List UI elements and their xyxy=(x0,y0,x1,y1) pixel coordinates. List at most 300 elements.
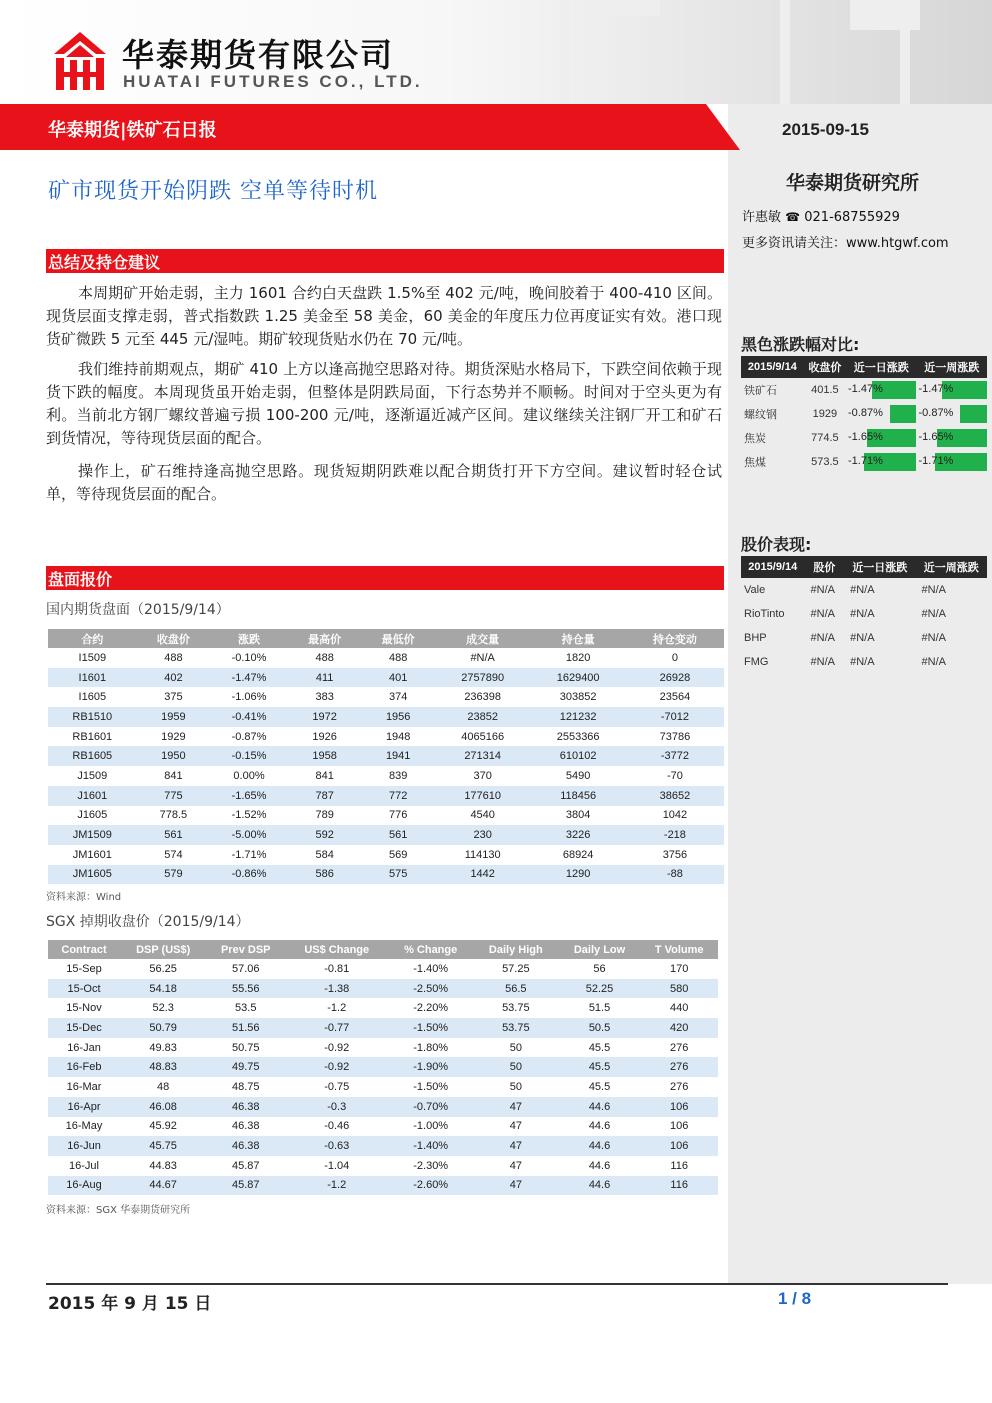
table-cell: -1.2 xyxy=(327,1002,347,1015)
change-label: -1.47% xyxy=(918,383,954,395)
change-cell xyxy=(916,426,987,450)
close-price: 774.5 xyxy=(811,432,839,444)
commodity-name: 焦煤 xyxy=(744,457,766,469)
table-cell: I1601 xyxy=(48,668,137,688)
table-cell: 45.5 xyxy=(588,1080,611,1093)
change-label: -0.87% xyxy=(848,407,883,419)
table-cell: 3804 xyxy=(565,809,591,822)
table-cell: 383 xyxy=(315,691,334,704)
table-header-row xyxy=(741,356,987,378)
table-cell: -70 xyxy=(666,769,683,782)
table-cell: 53.5 xyxy=(235,1002,257,1015)
table-cell: -1.40% xyxy=(388,1136,473,1156)
table-cell: 57.06 xyxy=(231,962,260,975)
table-cell: -1.06% xyxy=(231,691,267,704)
table-cell: 50 xyxy=(509,1080,522,1093)
column-header: Prev DSP xyxy=(206,940,285,959)
table-cell: 45.87 xyxy=(231,1159,260,1172)
table-cell: 52.25 xyxy=(559,979,641,999)
table-cell: I1509 xyxy=(78,651,107,664)
table-cell: 488 xyxy=(315,651,334,664)
change-bar-cell xyxy=(916,429,987,447)
table-row xyxy=(48,1117,718,1137)
table-cell: -1.90% xyxy=(388,1057,473,1077)
table-cell: #N/A xyxy=(810,584,836,596)
table-cell: 488 xyxy=(164,651,183,664)
table-cell: 44.6 xyxy=(588,1159,611,1172)
more-info-link[interactable]: 更多资讯请关注：www.htgwf.com xyxy=(742,236,949,251)
table-row xyxy=(48,825,724,845)
table-row xyxy=(48,1136,718,1156)
commodity-name: 铁矿石 xyxy=(744,385,777,397)
sidebar-panel xyxy=(728,104,992,1284)
table-row xyxy=(48,1097,718,1117)
column-header: 2015/9/14 xyxy=(741,356,804,378)
change-cell xyxy=(846,426,916,450)
table-cell: 44.67 xyxy=(120,1176,206,1196)
summary-paragraph: 操作上，矿石维持逢高抛空思路。现货短期阴跌难以配合期货打开下方空间。建议暂时轻仓试单，等待现货层面的配合。 xyxy=(46,462,722,503)
analyst-contact xyxy=(742,206,900,225)
table-row xyxy=(741,426,987,450)
table-cell: 370 xyxy=(473,769,492,782)
table-cell: -0.15% xyxy=(210,746,288,766)
sgx-source: 资料来源：SGX 华泰期货研究所 xyxy=(46,1205,191,1216)
table-cell: 45.5 xyxy=(559,1057,641,1077)
table-cell: 52.3 xyxy=(152,1002,174,1015)
table-row xyxy=(48,766,724,786)
table-row xyxy=(48,1156,718,1176)
table-cell: 114130 xyxy=(464,848,501,861)
table-cell: 15-Nov xyxy=(66,1002,102,1015)
table-cell: #N/A xyxy=(470,651,495,664)
table-cell: 50 xyxy=(473,1057,559,1077)
table-cell: 411 xyxy=(288,668,362,688)
table-row xyxy=(741,578,987,602)
analyst-name: 许惠敏 xyxy=(742,210,782,225)
close-price: 1929 xyxy=(812,408,838,420)
table-cell: -2.30% xyxy=(413,1159,449,1172)
change-bar-cell xyxy=(846,453,916,471)
table-row xyxy=(741,378,987,402)
table-cell: 48.83 xyxy=(120,1057,206,1077)
table-cell: 4540 xyxy=(470,809,495,822)
table-cell: 236398 xyxy=(464,691,502,704)
stock-name: RioTinto xyxy=(744,608,785,620)
black-comparison-title: 黑色涨跌幅对比: xyxy=(741,335,860,354)
table-cell: 561 xyxy=(361,825,435,845)
domestic-source: 资料来源：Wind xyxy=(46,892,122,903)
table-cell: 375 xyxy=(164,691,183,704)
table-header-row xyxy=(48,940,718,959)
table-cell: 1972 xyxy=(288,707,362,727)
table-cell: 16-Jun xyxy=(48,1136,120,1156)
table-cell: -0.92 xyxy=(324,1041,350,1054)
table-cell: 118456 xyxy=(530,786,625,806)
table-cell: #N/A xyxy=(921,656,946,668)
table-cell: 53.75 xyxy=(502,1002,530,1015)
company-logo-icon xyxy=(54,32,106,92)
table-cell: -218 xyxy=(626,825,724,845)
table-row xyxy=(741,450,987,474)
table-cell: -1.80% xyxy=(413,1041,449,1054)
table-cell: 44.83 xyxy=(149,1159,177,1172)
close-price: 573.5 xyxy=(811,456,839,468)
table-cell: 561 xyxy=(137,825,211,845)
header-decoration xyxy=(780,0,790,104)
table-cell: JM1605 xyxy=(48,865,137,885)
column-header: % Change xyxy=(388,940,473,959)
table-cell: 116 xyxy=(640,1176,718,1196)
table-cell: -1.71% xyxy=(231,848,267,861)
change-bar-cell xyxy=(846,429,916,447)
stock-performance-title: 股价表现: xyxy=(741,535,812,554)
table-cell: JM1601 xyxy=(72,848,112,861)
column-header: Daily High xyxy=(473,940,559,959)
table-cell: -2.20% xyxy=(413,1002,449,1015)
table-cell: 1820 xyxy=(565,651,591,664)
table-cell: 54.18 xyxy=(120,979,206,999)
change-bar xyxy=(960,405,987,423)
change-bar-cell xyxy=(846,381,916,399)
table-row xyxy=(48,648,724,668)
change-label: -1.47% xyxy=(848,383,883,395)
change-bar-cell xyxy=(916,381,987,399)
table-cell: 68924 xyxy=(562,848,594,861)
table-cell: 73786 xyxy=(659,730,691,743)
table-cell: #N/A xyxy=(921,584,946,596)
table-cell: #N/A xyxy=(810,656,836,668)
table-cell: 15-Dec xyxy=(48,1018,120,1038)
table-cell: 230 xyxy=(435,825,530,845)
table-cell: 50 xyxy=(509,1041,522,1054)
header-decoration xyxy=(560,0,570,104)
table-cell: #N/A xyxy=(850,632,875,644)
table-cell: -0.41% xyxy=(210,707,288,727)
table-cell: -1.2 xyxy=(285,1176,388,1196)
table-cell: 49.83 xyxy=(149,1041,177,1054)
column-header: 股价 xyxy=(805,556,845,578)
table-cell: 15-Oct xyxy=(48,979,120,999)
table-cell: 778.5 xyxy=(159,809,188,822)
change-bar-cell xyxy=(916,405,987,423)
table-cell: #N/A xyxy=(810,608,836,620)
table-cell: 1958 xyxy=(288,746,362,766)
header-decoration xyxy=(600,0,660,16)
table-cell: -7012 xyxy=(626,707,724,727)
column-header: 2015/9/14 xyxy=(741,556,805,578)
report-date: 2015-09-15 xyxy=(782,120,869,139)
table-cell: 16-Jan xyxy=(67,1041,101,1054)
table-cell: 106 xyxy=(640,1097,718,1117)
table-cell: 584 xyxy=(315,848,334,861)
column-header: Daily Low xyxy=(559,940,641,959)
institute-name: 华泰期货研究所 xyxy=(786,172,920,194)
sgx-table-caption: SGX 掉期收盘价（2015/9/14） xyxy=(46,914,250,930)
table-cell: 121232 xyxy=(530,707,625,727)
table-cell: 177610 xyxy=(435,786,530,806)
change-bar xyxy=(890,405,917,423)
table-cell: 303852 xyxy=(559,691,597,704)
footer-divider xyxy=(46,1283,948,1285)
table-cell: -2.60% xyxy=(388,1176,473,1196)
table-cell: #N/A xyxy=(850,608,875,620)
table-cell: 575 xyxy=(361,865,435,885)
table-row xyxy=(48,998,718,1018)
summary-section-bar xyxy=(46,249,724,273)
table-cell: J1605 xyxy=(77,809,108,822)
table-cell: -1.52% xyxy=(231,809,267,822)
table-cell: -1.65% xyxy=(210,786,288,806)
table-row xyxy=(48,1057,718,1077)
table-row xyxy=(741,650,987,674)
table-cell: 1290 xyxy=(530,865,625,885)
summary-paragraph: 本周期矿开始走弱，主力 1601 合约白天盘跌 1.5%至 402 元/吨，晚间胶着于 400-410 区间。现货层面支撑走弱，普式指数跌 1.25 美金至 58 美金，60 美金的年度压力位再度证实有效。港口现货矿微跌 5 元至 445 元/湿吨。期矿较现货贴水仍在 70 元/吨。 xyxy=(46,284,722,348)
table-cell: -1.50% xyxy=(413,1080,449,1093)
table-cell: 1948 xyxy=(385,730,411,743)
table-cell: 50.79 xyxy=(120,1018,206,1038)
table-cell: 45.75 xyxy=(120,1136,206,1156)
table-cell: 569 xyxy=(389,848,408,861)
report-name: 华泰期货|铁矿石日报 xyxy=(48,120,217,141)
table-cell: 276 xyxy=(670,1080,689,1093)
column-header: 成交量 xyxy=(435,629,530,648)
table-cell: -0.92 xyxy=(285,1057,388,1077)
table-cell: 1941 xyxy=(361,746,435,766)
commodity-name: 螺纹钢 xyxy=(744,409,777,421)
change-cell xyxy=(916,450,987,474)
table-cell: -0.63 xyxy=(285,1136,388,1156)
table-cell: 271314 xyxy=(435,746,530,766)
domestic-table-caption: 国内期货盘面（2015/9/14） xyxy=(46,602,230,618)
table-row xyxy=(48,668,724,688)
table-cell: 56 xyxy=(593,962,606,975)
table-cell: 57.25 xyxy=(502,962,530,975)
table-row xyxy=(48,806,724,826)
table-cell: 47 xyxy=(509,1120,522,1133)
table-cell: 574 xyxy=(164,848,183,861)
table-cell: 47 xyxy=(473,1136,559,1156)
table-cell: RB1601 xyxy=(72,730,113,743)
column-header: 最低价 xyxy=(361,629,435,648)
change-cell xyxy=(846,402,916,426)
column-header: US$ Change xyxy=(285,940,388,959)
column-header: 收盘价 xyxy=(804,356,846,378)
column-header: 近一周涨跌 xyxy=(916,356,987,378)
table-cell: -1.40% xyxy=(413,962,449,975)
table-cell: 0 xyxy=(671,651,678,664)
table-cell: -0.75 xyxy=(324,1080,350,1093)
table-cell: -1.00% xyxy=(413,1120,449,1133)
table-cell: 50.75 xyxy=(231,1041,260,1054)
column-header: 持仓变动 xyxy=(626,629,724,648)
table-header-row xyxy=(741,556,987,578)
column-header: 合约 xyxy=(48,629,137,648)
column-header: 近一周涨跌 xyxy=(916,556,987,578)
table-cell: 15-Sep xyxy=(66,962,102,975)
table-cell: -1.50% xyxy=(388,1018,473,1038)
table-cell: 775 xyxy=(137,786,211,806)
table-cell: RB1605 xyxy=(48,746,137,766)
table-cell: 787 xyxy=(288,786,362,806)
table-cell: 116 xyxy=(670,1159,688,1172)
table-cell: 106 xyxy=(670,1120,689,1133)
table-row xyxy=(741,402,987,426)
table-cell: 3226 xyxy=(530,825,625,845)
table-cell: 1442 xyxy=(435,865,530,885)
table-cell: -1.47% xyxy=(210,668,288,688)
table-cell: 44.6 xyxy=(559,1136,641,1156)
table-cell: -5.00% xyxy=(210,825,288,845)
table-row xyxy=(48,786,724,806)
column-header: 持仓量 xyxy=(530,629,625,648)
table-cell: 38652 xyxy=(626,786,724,806)
table-cell: 48 xyxy=(157,1080,170,1093)
table-cell: 53.75 xyxy=(473,1018,559,1038)
table-cell: 374 xyxy=(389,691,408,704)
table-cell: 47 xyxy=(509,1159,522,1172)
table-cell: 16-Mar xyxy=(66,1080,102,1093)
change-cell xyxy=(846,378,916,402)
analyst-phone: 021-68755929 xyxy=(804,210,900,225)
stock-name: FMG xyxy=(744,656,769,668)
table-cell: 45.87 xyxy=(206,1176,285,1196)
table-cell: 1929 xyxy=(161,730,186,743)
table-cell: JM1509 xyxy=(48,825,137,845)
quote-section-bar xyxy=(46,566,724,590)
table-cell: 2757890 xyxy=(435,668,530,688)
change-label: -1.65% xyxy=(918,431,954,443)
table-cell: J1509 xyxy=(77,769,108,782)
table-cell: 276 xyxy=(670,1041,689,1054)
table-cell: 3756 xyxy=(662,848,688,861)
stock-name: BHP xyxy=(744,632,767,644)
change-cell xyxy=(916,402,987,426)
table-cell: 51.56 xyxy=(206,1018,285,1038)
table-cell: 47 xyxy=(473,1097,559,1117)
table-cell: 839 xyxy=(389,769,408,782)
table-cell: 0.00% xyxy=(233,769,265,782)
table-cell: 610102 xyxy=(530,746,625,766)
page-number: 1 / 8 xyxy=(778,1289,812,1308)
table-cell: 276 xyxy=(640,1057,718,1077)
table-cell: -0.81 xyxy=(324,962,350,975)
table-row xyxy=(48,845,724,865)
company-name-cn: 华泰期货有限公司 xyxy=(122,36,395,74)
change-label: -0.87% xyxy=(918,407,954,419)
table-cell: -2.50% xyxy=(388,979,473,999)
table-cell: 1959 xyxy=(137,707,211,727)
table-row xyxy=(48,865,724,885)
table-row xyxy=(48,687,724,707)
stock-name: Vale xyxy=(744,584,766,596)
table-cell: I1605 xyxy=(78,691,107,704)
commodity-name: 焦炭 xyxy=(744,433,766,445)
table-row xyxy=(48,727,724,747)
table-row xyxy=(48,979,718,999)
table-cell: 44.6 xyxy=(559,1176,641,1196)
table-cell: 16-Jul xyxy=(69,1159,99,1172)
column-header: Contract xyxy=(48,940,120,959)
table-row xyxy=(48,1018,718,1038)
change-bar-cell xyxy=(846,405,916,423)
table-cell: #N/A xyxy=(921,608,946,620)
black-comparison-table xyxy=(741,356,987,474)
table-cell: 1956 xyxy=(361,707,435,727)
table-cell: 46.38 xyxy=(206,1136,285,1156)
table-cell: -0.46 xyxy=(324,1120,350,1133)
table-cell: #N/A xyxy=(850,656,875,668)
table-cell: 46.38 xyxy=(231,1120,260,1133)
table-cell: 16-Apr xyxy=(48,1097,120,1117)
change-label: -1.65% xyxy=(848,431,883,443)
table-cell: 56.25 xyxy=(149,962,177,975)
table-cell: 420 xyxy=(640,1018,718,1038)
table-cell: 170 xyxy=(670,962,689,975)
table-row xyxy=(741,626,987,650)
table-cell: 841 xyxy=(315,769,334,782)
column-header: T Volume xyxy=(640,940,718,959)
table-cell: 841 xyxy=(164,769,183,782)
table-cell: 46.38 xyxy=(206,1097,285,1117)
table-row xyxy=(48,959,718,979)
table-cell: 45.5 xyxy=(588,1041,611,1054)
table-row xyxy=(48,1038,718,1058)
table-row xyxy=(48,1077,718,1097)
table-cell: 586 xyxy=(288,865,362,885)
table-cell: -0.10% xyxy=(231,651,267,664)
table-cell: -1.04 xyxy=(324,1159,350,1172)
table-cell: -0.3 xyxy=(285,1097,388,1117)
sgx-swap-table xyxy=(48,940,718,1195)
table-cell: -1.38 xyxy=(285,979,388,999)
table-cell: 1926 xyxy=(312,730,337,743)
table-cell: 789 xyxy=(315,809,334,822)
table-cell: 45.92 xyxy=(149,1120,177,1133)
domestic-futures-table xyxy=(48,629,724,884)
table-cell: 401 xyxy=(361,668,435,688)
table-cell: 16-May xyxy=(65,1120,103,1133)
table-cell: 776 xyxy=(389,809,408,822)
table-cell: J1601 xyxy=(48,786,137,806)
change-cell xyxy=(846,450,916,474)
column-header: 近一日涨跌 xyxy=(844,556,915,578)
table-cell: 44.6 xyxy=(559,1097,641,1117)
summary-paragraph: 我们维持前期观点，期矿 410 上方以逢高抛空思路对待。期货深贴水格局下，下跌空间依赖于现货下跌的幅度。本周现货虽开始走弱，但整体是阴跌局面，下行态势并不顺畅。时间对于空头更为有利。当前北方钢厂螺纹普遍亏损 100-200 元/吨，逐渐逼近减产区间。建议继续关注钢厂开工和矿石到货情况，等待现货层面的配合。 xyxy=(46,360,722,447)
table-cell: 106 xyxy=(640,1136,718,1156)
table-cell: 5490 xyxy=(565,769,591,782)
table-cell: 580 xyxy=(640,979,718,999)
summary-heading: 总结及持仓建议 xyxy=(48,253,161,272)
table-cell: 26928 xyxy=(626,668,724,688)
table-cell: 47 xyxy=(473,1176,559,1196)
table-row xyxy=(48,707,724,727)
table-cell: 1042 xyxy=(662,809,688,822)
table-cell: -88 xyxy=(626,865,724,885)
column-header: 收盘价 xyxy=(137,629,211,648)
table-row xyxy=(48,746,724,766)
table-header-row xyxy=(48,629,724,648)
table-cell: 44.6 xyxy=(588,1120,611,1133)
footer-date: 2015 年 9 月 15 日 xyxy=(48,1294,212,1314)
table-cell: 772 xyxy=(361,786,435,806)
table-cell: 51.5 xyxy=(588,1002,611,1015)
table-cell: 49.75 xyxy=(206,1057,285,1077)
table-cell: #N/A xyxy=(850,584,875,596)
table-cell: 4065166 xyxy=(461,730,505,743)
table-cell: 23852 xyxy=(435,707,530,727)
table-cell: RB1510 xyxy=(48,707,137,727)
table-cell: 23564 xyxy=(659,691,691,704)
